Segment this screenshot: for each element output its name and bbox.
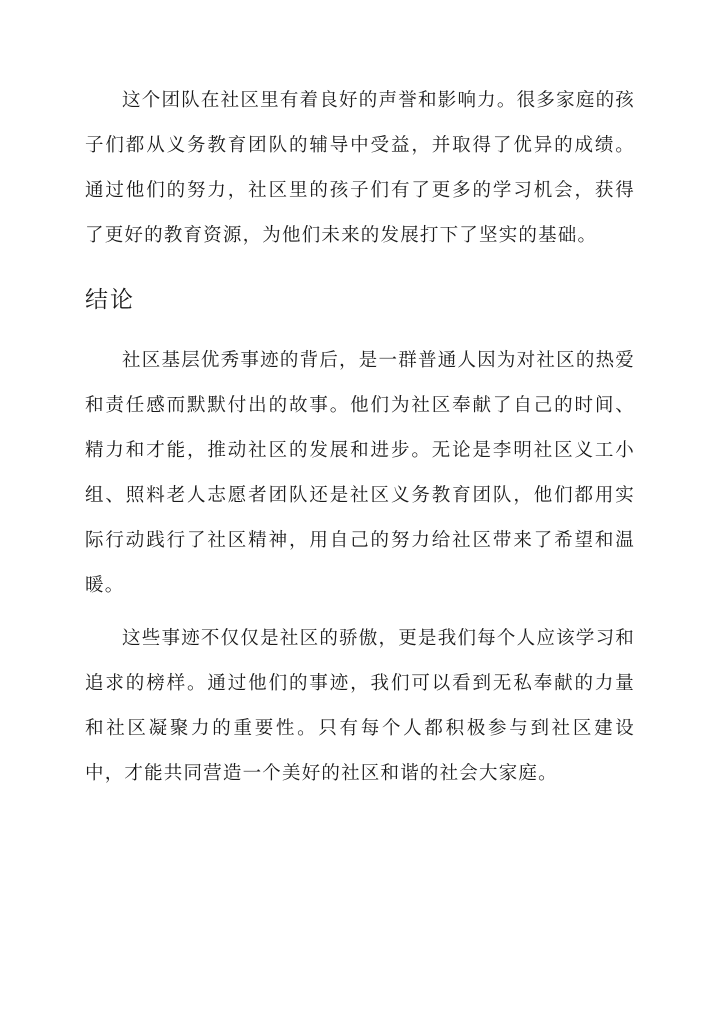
section-heading-conclusion: 结论 xyxy=(85,287,135,313)
paragraph-conclusion-summary: 社区基层优秀事迹的背后，是一群普通人因为对社区的热爱和责任感而默默付出的故事。他们为社区奉献了自己的时间、精力和才能，推动社区的发展和进步。无论是李明社区义工小组、照料老人志愿者团队还是社区义务教育团队，他们都用实际行动践行了社区精神，用自己的努力给社区带来了希望和温暖。 xyxy=(85,350,635,596)
paragraph-role-model: 这些事迹不仅仅是社区的骄傲，更是我们每个人应该学习和追求的榜样。通过他们的事迹，我们可以看到无私奉献的力量和社区凝聚力的重要性。只有每个人都积极参与到社区建设中，才能共同营造一个美好的社区和谐的社会大家庭。 xyxy=(85,628,635,784)
document-body xyxy=(85,78,635,796)
paragraph-team-reputation: 这个团队在社区里有着良好的声誉和影响力。很多家庭的孩子们都从义务教育团队的辅导中受益，并取得了优异的成绩。通过他们的努力，社区里的孩子们有了更多的学习机会，获得了更好的教育资源，为他们未来的发展打下了坚实的基础。 xyxy=(85,90,635,246)
